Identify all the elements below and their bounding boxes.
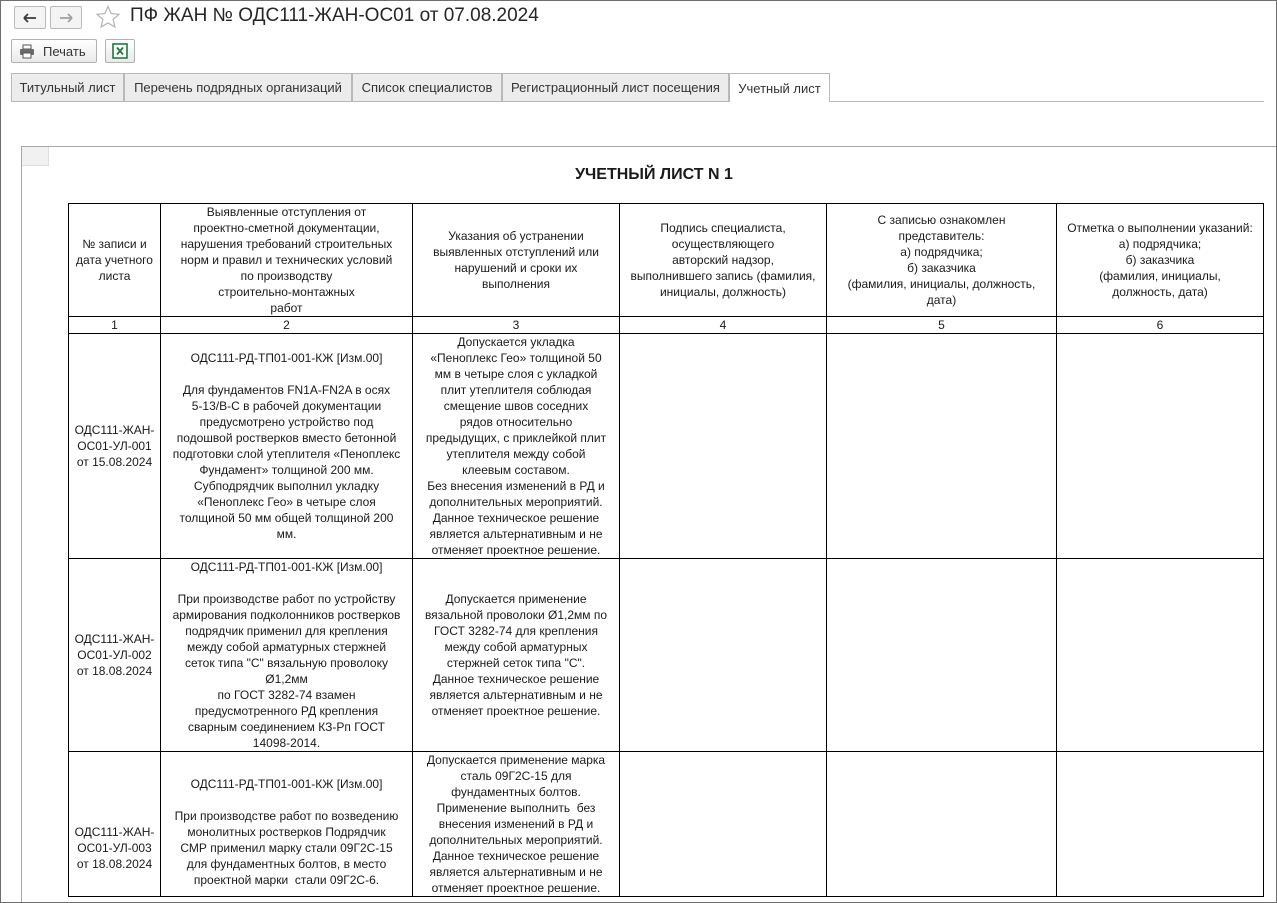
tab-specialists[interactable]: Список специалистов [352, 73, 502, 101]
save-to-excel-button[interactable] [105, 39, 135, 63]
column-number-cell: 2 [161, 317, 413, 334]
record-number-cell[interactable] [69, 752, 161, 897]
print-button[interactable] [11, 39, 97, 63]
title-bar [1, 1, 1276, 35]
favorite-star-icon[interactable] [95, 5, 121, 29]
tab-contractors[interactable]: Перечень подрядных организаций [124, 73, 352, 101]
column-number-cell: 1 [69, 317, 161, 334]
arrow-left-icon [23, 13, 37, 23]
header-cell: Подпись специалиста, осуществляющего авторский надзор, выполнившего запись (фамилия, инициалы, должность) [620, 204, 827, 317]
window-title: ПФ ЖАН № ОДС111-ЖАН-ОС01 от 07.08.2024 [130, 5, 539, 26]
table-row [69, 559, 1264, 752]
header-cell: Отметка о выполнении указаний: а) подрядчика; б) заказчика (фамилия, инициалы, должность, дата) [1057, 204, 1264, 317]
deviation-text: ОДС111-РД-ТП01-001-КЖ [Изм.00] При производстве работ по возведению монолитных ростверков Подрядчик СМР применил марку стали 09Г2С-15 для фундаментных болтов, в место проектной марки стали 09Г2С-6. [174, 777, 399, 887]
header-cell: Указания об устранении выявленных отступлений или нарушений и сроки их выполнения [413, 204, 620, 317]
instruction-cell[interactable]: Допускается применение марка сталь 09Г2С-15 для фундаментных болтов. Применение выполнить без внесения изменений в РД и дополнительных мероприятий. Данное техническое решение является альтернативным и не отменяет проектное решение. [413, 752, 620, 897]
tab-registration-sheet[interactable]: Регистрационный лист посещения [502, 73, 729, 101]
spreadsheet-document[interactable] [21, 146, 1277, 903]
table-header-row [69, 204, 1264, 317]
column-number-cell: 4 [620, 317, 827, 334]
signature-cell[interactable] [620, 559, 827, 752]
column-number-cell: 5 [827, 317, 1057, 334]
header-cell: № записи и дата учетного листа [69, 204, 161, 317]
print-button-label: Печать [43, 43, 86, 59]
completion-cell[interactable] [1057, 559, 1264, 752]
completion-cell[interactable] [1057, 752, 1264, 897]
table-row [69, 334, 1264, 559]
completion-cell[interactable] [1057, 334, 1264, 559]
excel-icon [112, 43, 128, 59]
tab-divider [11, 101, 1264, 102]
back-button[interactable] [14, 6, 46, 29]
column-number-row [69, 317, 1264, 334]
acknowledged-cell[interactable] [827, 559, 1057, 752]
table-row [69, 752, 1264, 897]
column-number-cell: 3 [413, 317, 620, 334]
deviation-cell[interactable]: ОДС111-РД-ТП01-001-КЖ [Изм.00] При производстве работ по устройству армирования подколонников ростверков подрядчик применил для крепления между собой арматурных стержней сеток типа "С" вязальную проволоку Ø1,2мм по ГОСТ 3282-74 взамен предусмотренного РД крепления сварным соединением КЗ-Рп ГОСТ 14098-2014. [161, 559, 413, 752]
acknowledged-cell[interactable] [827, 334, 1057, 559]
signature-cell[interactable] [620, 752, 827, 897]
record-number-cell[interactable]: ОДС111-ЖАН- ОС01-УЛ-001 от 15.08.2024 [69, 334, 161, 559]
deviation-cell[interactable]: ОДС111-РД-ТП01-001-КЖ [Изм.00] Для фундаментов FN1A-FN2A в осях 5-13/В-С в рабочей документации предусмотрено устройство под подошвой ростверков вместо бетонной подготовки слой утеплителя «Пеноплекс Фундамент» толщиной 200 мм. Субподрядчик выполнил укладку «Пеноплекс Гео» в четыре слоя толщиной 50 мм общей толщиной 200 мм. [161, 334, 413, 559]
tab-title-page[interactable]: Титульный лист [11, 73, 124, 101]
tab-record-sheet[interactable]: Учетный лист [729, 73, 830, 102]
column-number-cell: 6 [1057, 317, 1264, 334]
tab-strip [11, 73, 1276, 102]
printer-icon [19, 44, 35, 59]
record-number-cell[interactable]: ОДС111-ЖАН- ОС01-УЛ-002 от 18.08.2024 [69, 559, 161, 752]
forward-button[interactable] [50, 6, 82, 29]
header-cell: Выявленные отступления от проектно-сметной документации, нарушения требований строительных норм и правил и технических условий по производству строительно-монтажных работ [161, 204, 413, 317]
arrow-right-icon [59, 13, 73, 23]
record-table [68, 203, 1264, 897]
instruction-cell[interactable]: Допускается укладка «Пеноплекс Гео» толщиной 50 мм в четыре слоя с укладкой плит утеплителя соблюдая смещение швов соседних рядов относительно предыдущих, с приклейкой плит утеплителя между собой клеевым составом. Без внесения изменений в РД и дополнительных мероприятий. Данное техническое решение является альтернативным и не отменяет проектное решение. [413, 334, 620, 559]
deviation-cell[interactable] [161, 752, 413, 897]
command-bar [1, 37, 1276, 65]
signature-cell[interactable] [620, 334, 827, 559]
acknowledged-cell[interactable] [827, 752, 1057, 897]
record-number-text: ОДС111-ЖАН- ОС01-УЛ-003 от 18.08.2024 [74, 825, 155, 871]
header-cell: С записью ознакомлен представитель: а) подрядчика; б) заказчика (фамилия, инициалы, должность, дата) [827, 204, 1057, 317]
instruction-cell[interactable]: Допускается применение вязальной проволоки Ø1,2мм по ГОСТ 3282-74 для крепления между собой арматурных стержней сеток типа "С". Данное техническое решение является альтернативным и не отменяет проектное решение. [413, 559, 620, 752]
sheet-corner [22, 147, 49, 166]
sheet-title: УЧЕТНЫЙ ЛИСТ N 1 [575, 166, 733, 183]
